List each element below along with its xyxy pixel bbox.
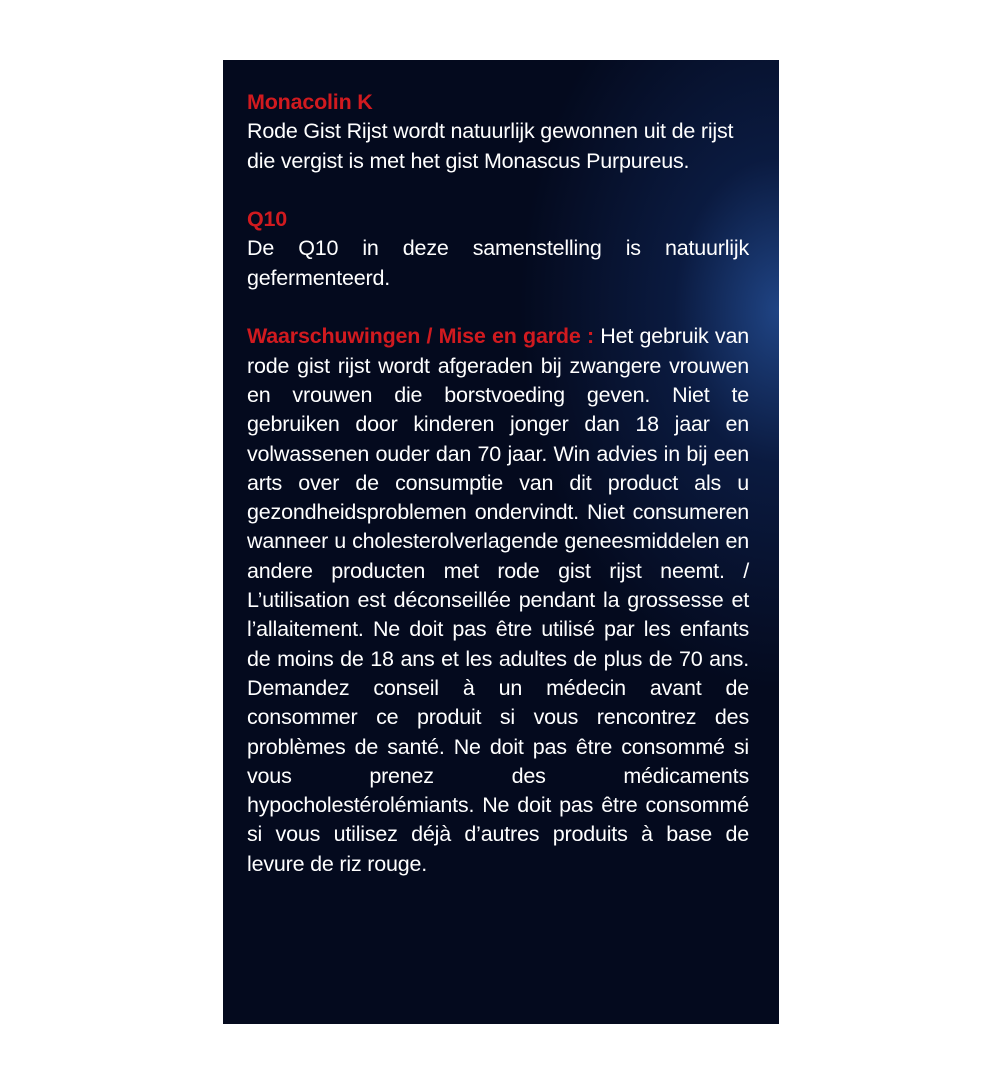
section-body-warning: Het gebruik van rode gist rijst wordt afgeraden bij zwangere vrouwen en vrouwen die borstvoeding geven. Niet te gebruiken door kinderen jonger dan 18 jaar en volwassenen ouder dan 70 jaar. Win advies in bij een arts over de consumptie van dit product als u gezondheidsproblemen ondervindt. Niet consumeren wanneer u cholesterolverlagende geneesmiddelen en andere producten met rode gist rijst neemt. / L’utilisation est déconseillée pendant la grossesse et l’allaitement. Ne doit pas être utilisé par les enfants de moins de 18 ans et les adultes de plus de 70 ans. Demandez conseil à un médecin avant de consommer ce produit si vous rencontrez des problèmes de santé. Ne doit pas être consommé si vous prenez des médicaments hypocholestérolémiants. Ne doit pas être consommé si vous utilisez déjà d’autres produits à base de levure de riz rouge.	[247, 324, 750, 876]
section-body-q10: De Q10 in deze samenstelling is natuurlijk gefermenteerd.	[247, 236, 749, 290]
section-heading-q10: Q10	[247, 207, 288, 232]
section-warning	[247, 322, 749, 879]
section-q10	[247, 205, 749, 293]
label-panel	[223, 60, 779, 1024]
section-monacolin	[247, 88, 749, 176]
section-heading-warning: Waarschuwingen / Mise en garde :	[247, 324, 594, 349]
label-text	[247, 88, 749, 908]
section-heading-monacolin: Monacolin K	[247, 90, 373, 114]
section-body-monacolin: Rode Gist Rijst wordt natuurlijk gewonnen uit de rijst die vergist is met het gist Monascus Purpureus.	[247, 119, 734, 173]
